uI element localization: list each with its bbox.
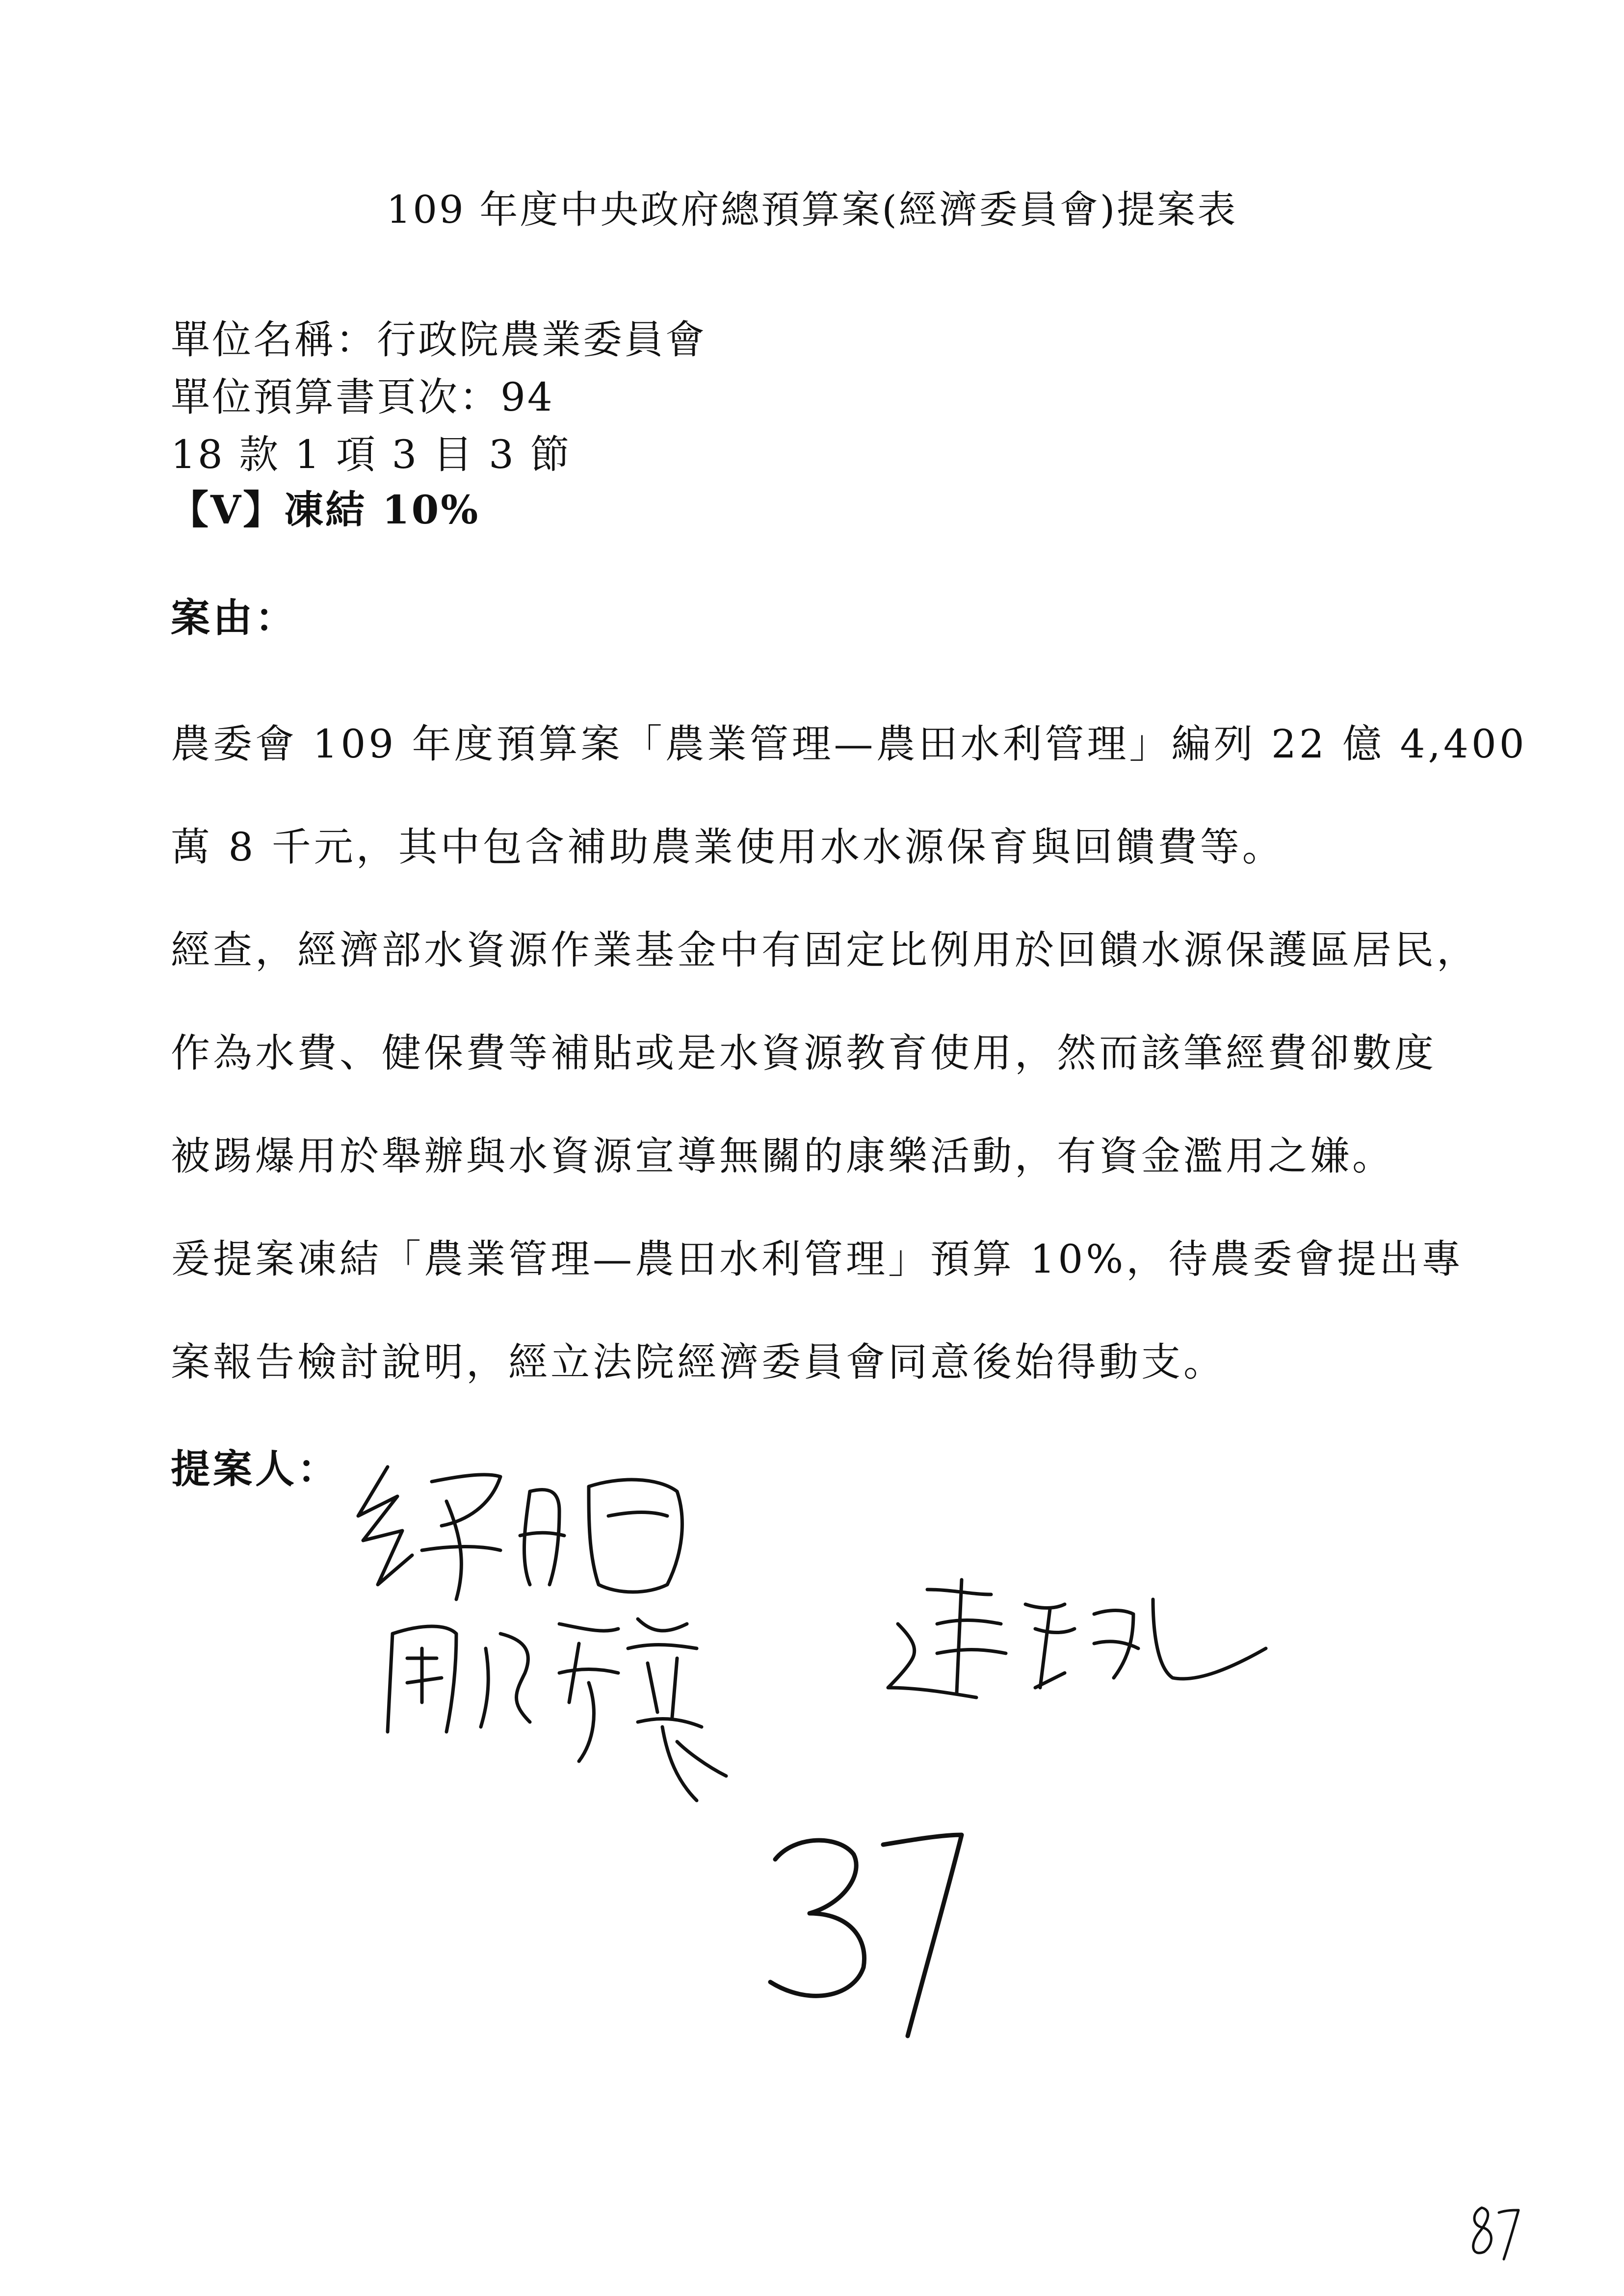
unit-name: 單位名稱：行政院農業委員會 [171,317,707,363]
handwritten-number [751,1805,976,2061]
signature-2 [373,1604,756,1810]
signature-1 [343,1437,736,1624]
reason-heading: 案由： [171,595,297,641]
reason-line: 被踢爆用於舉辦與水資源宣導無關的康樂活動，有資金濫用之嫌。 [171,1133,1394,1179]
document-title: 109 年度中央政府總預算案(經濟委員會)提案表 [386,188,1238,232]
proposer-label: 提案人： [171,1446,340,1492]
reason-line: 農委會 109 年度預算案「農業管理—農田水利管理」編列 22 億 4,400 [171,721,1527,767]
reason-line: 案報告檢討說明，經立法院經濟委員會同意後始得動支。 [171,1339,1226,1385]
reason-line: 萬 8 千元，其中包含補助農業使用水水源保育與回饋費等。 [171,824,1284,870]
reason-line: 爰提案凍結「農業管理—農田水利管理」預算 10%，待農委會提出專 [171,1236,1464,1282]
signature-3 [878,1570,1281,1737]
freeze-option: 【V】凍結 10% [169,487,480,533]
page-number [1467,2198,1521,2262]
unit-budget-page: 單位預算書頁次：94 [171,374,554,420]
reason-line: 經查，經濟部水資源作業基金中有固定比例用於回饋水源保護區居民， [171,927,1479,973]
reason-line: 作為水費、健保費等補貼或是水資源教育使用，然而該筆經費卻數度 [171,1030,1437,1076]
budget-code: 18 款 1 項 3 目 3 節 [171,432,572,477]
